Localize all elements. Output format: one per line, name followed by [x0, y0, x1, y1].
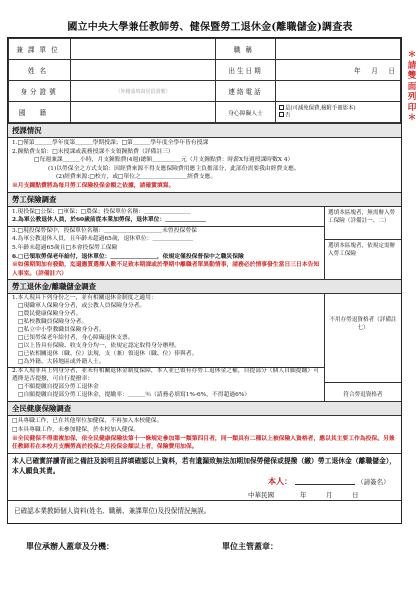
- health-line-1[interactable]: □具專職工作，已在其他單位加健保，不再加入本校健保。: [12, 418, 163, 425]
- form-frame: [7, 37, 402, 524]
- name-label: 姓名: [9, 60, 71, 81]
- pension-right-note-1: 不用存勞退資格者（詳備註七）: [329, 317, 397, 332]
- pension-right-note-2: 符合勞退資格者: [343, 392, 383, 399]
- id-hint: （外籍請填寫居留證號）: [115, 89, 171, 95]
- double-sided-note: ＊請雙面列印＊: [407, 50, 417, 123]
- labor-line-1[interactable]: 1.現投保□公保；□軍保；□農保；投保單位名稱：＿＿＿＿＿＿＿＿: [12, 208, 191, 215]
- pension-line-3[interactable]: □農民健康保險身分者。: [18, 311, 82, 318]
- labor-right-note-1: 選填本區塊者，無需辦入勞工保險（詳備註一、二）: [328, 209, 396, 224]
- pension-line-8[interactable]: □已依相關退休（職、位）法規，支（兼）領退休（職、位）俸與者。: [18, 350, 198, 357]
- unit-officer-signature[interactable]: 單位承辦人蓋章及分機：: [26, 541, 114, 551]
- position-field[interactable]: [276, 39, 401, 60]
- section-health-title: 全民健康保險調查: [8, 401, 401, 416]
- pension-line-7[interactable]: □以上皆具有保險、收支身分均一，依規定認定取得身分辦理。: [18, 342, 180, 349]
- teaching-line-4: (1)以勞保全之方式支給：因經費來源不得支應保險費用應主負擔部分，此部份需要我由經費支應。: [48, 165, 300, 172]
- teaching-line-2[interactable]: 2.鐘點費支給：□未授課或義務授課不支領鐘點費（詳備註三）: [12, 148, 174, 155]
- disability-yes-label: 是(可減免保費,檢附手冊影本): [285, 105, 356, 111]
- position-label: 職稱: [216, 39, 276, 60]
- labor-right-note-2: 選填本區塊者，依規定需辦入勞工保險: [328, 242, 396, 257]
- form-title: 國立中央大學兼任教師勞、健保暨勞工退休金(離職儲金)調查表: [67, 22, 353, 33]
- labor-insurance-body: [8, 207, 324, 280]
- unit-head-signature[interactable]: 單位主管蓋章：: [222, 541, 278, 551]
- disability-label: 身心障礙人士: [216, 102, 276, 123]
- disability-yes-checkbox[interactable]: [279, 105, 284, 110]
- signer-label: 本人：: [268, 476, 292, 486]
- birth-field[interactable]: 年 月 日: [276, 60, 401, 81]
- phone-label: 連絡電話: [216, 81, 276, 102]
- labor-line-5[interactable]: 5.年齡未超過65歲且□本會投保勞工保險: [12, 244, 118, 251]
- pension-line-11[interactable]: □不願提繳自提部分勞工退休金: [18, 384, 99, 391]
- consent-text: 已確認本業教師個人資料(姓名、職稱、兼課單位)及投保情況無誤。: [14, 507, 211, 515]
- labor-line-4[interactable]: 4.為軍公教退休人員，且年齡未超過65歲，退休單位：＿＿＿＿＿＿＿: [12, 236, 194, 243]
- health-note: ※全民健保不得重複加保，依全民健康保險法第十一條規定參加第一類第四目者，同一類具有二種以上被保險人資格者，應以其主要工作為投保。另兼任教師若在本校月支酬勞高於投保之月投保金額以上者，保險費用加保。: [12, 435, 395, 451]
- teaching-line-5[interactable]: (2)經費來源:□校方，或□單位之＿＿＿＿＿＿＿＿經費支應。: [56, 174, 217, 181]
- disability-options: [276, 102, 401, 123]
- pension-line-1: 1.本人現具下列身份之一，並有相關退休金制度之適用：: [12, 295, 157, 302]
- pension-right-notes: [324, 294, 401, 401]
- pension-line-12[interactable]: □自願提繳自提部分勞工退休金，提繳率：＿＿＿％（請務必填寫1%-6%，不得超過6%）: [18, 392, 251, 399]
- section-health-body: [8, 416, 401, 452]
- basic-info-table: [8, 38, 401, 123]
- section-labor-insurance: [8, 207, 401, 280]
- phone-field[interactable]: [276, 81, 401, 102]
- section-labor-insurance-title: 勞工保險調查: [8, 192, 401, 207]
- disability-no-label: 否: [285, 112, 291, 119]
- declaration: 本人已確實詳讀背面之備註及說明且詳填確認以上資料，若有遺漏致無法加期加保勞健保或提撥（繳）勞工退休金（離職儲金），本人願負其責。: [12, 456, 397, 475]
- section-teaching-body: [8, 138, 401, 192]
- pension-line-6[interactable]: □已領勞保老年給付者，身心障礙退休支票。: [18, 334, 134, 341]
- section-pension-title: 勞工退休金/離職儲金調查: [8, 279, 401, 294]
- unit-field[interactable]: [71, 39, 216, 60]
- birth-label: 出生日期: [216, 60, 276, 81]
- disability-no-checkbox[interactable]: [279, 112, 284, 117]
- sign-hint: （請簽名）: [357, 478, 390, 486]
- pension-line-4[interactable]: □私校教職員保險身分者。: [18, 319, 88, 326]
- pension-line-9[interactable]: □為外籍、大陸地區或外籍人士。: [18, 358, 105, 365]
- labor-line-3[interactable]: 3.□現投保勞保中，投保單位名稱：＿＿＿＿＿＿＿＿＿＿未曾投保勞保: [12, 227, 197, 234]
- unit-label: 兼課單位: [9, 39, 71, 60]
- id-label: 身分證號: [9, 81, 71, 102]
- pension-line-5[interactable]: □私立中小學教職員保險身分者。: [18, 326, 105, 333]
- teaching-note: ※月支鐘點費將為每月勞工保險投保金額之依據，請確實填寫。: [12, 182, 175, 189]
- teaching-line-3[interactable]: □每週兼課＿＿＿小時，月支鐘點費(4週)總額＿＿＿＿＿元（月支鐘點費：時薪X每週授課時數X 4）: [34, 157, 294, 164]
- labor-right-notes: [324, 207, 401, 280]
- pension-body: [8, 294, 324, 401]
- pension-line-2[interactable]: □現職軍人保險身分者，或公教人員保險身分者。: [18, 303, 146, 310]
- nation-label: 國籍: [9, 102, 71, 123]
- section-pension: [8, 294, 401, 401]
- labor-line-2[interactable]: 2.為軍公教退休人員，於60歲前從本業加勞保，退休單位：＿＿＿＿＿＿＿: [12, 217, 206, 224]
- id-field[interactable]: [71, 81, 216, 102]
- labor-note: ※如係期間加有發動，迄還應質選擇人數不足致本期課或於學期中離職者單異動情事，請務必於情事發生當日三日本告知人事室。（詳備註六）: [12, 262, 320, 277]
- health-line-2[interactable]: □本具專職工作，未參加健保，於本校加入健保。: [12, 426, 140, 433]
- section-teaching-title: 授課情況: [8, 123, 401, 138]
- signer-row: [268, 476, 390, 487]
- signature-line[interactable]: [295, 478, 355, 485]
- nation-field[interactable]: [71, 102, 216, 123]
- teaching-line-1[interactable]: 1.□僅第＿＿＿學年度第＿＿＿學期授課；□第＿＿＿學年度全學年皆有授課: [12, 140, 209, 146]
- date-line[interactable]: 中華民國 年 月 日: [248, 491, 359, 499]
- name-field[interactable]: [71, 60, 216, 81]
- pension-line-10: 2.本人現非具上列身分者，並未有相關退休金制度保障，本人並已領有存勞工退休金之權，自提部分（個人自願提繳）可選擇是否提撥，可自行提撥率：: [12, 368, 319, 383]
- labor-line-6[interactable]: 6.□已領取勞保老年給付，退休單位：＿＿＿＿＿＿＿＿，依規定僅投保普保中之職災保險: [12, 253, 244, 260]
